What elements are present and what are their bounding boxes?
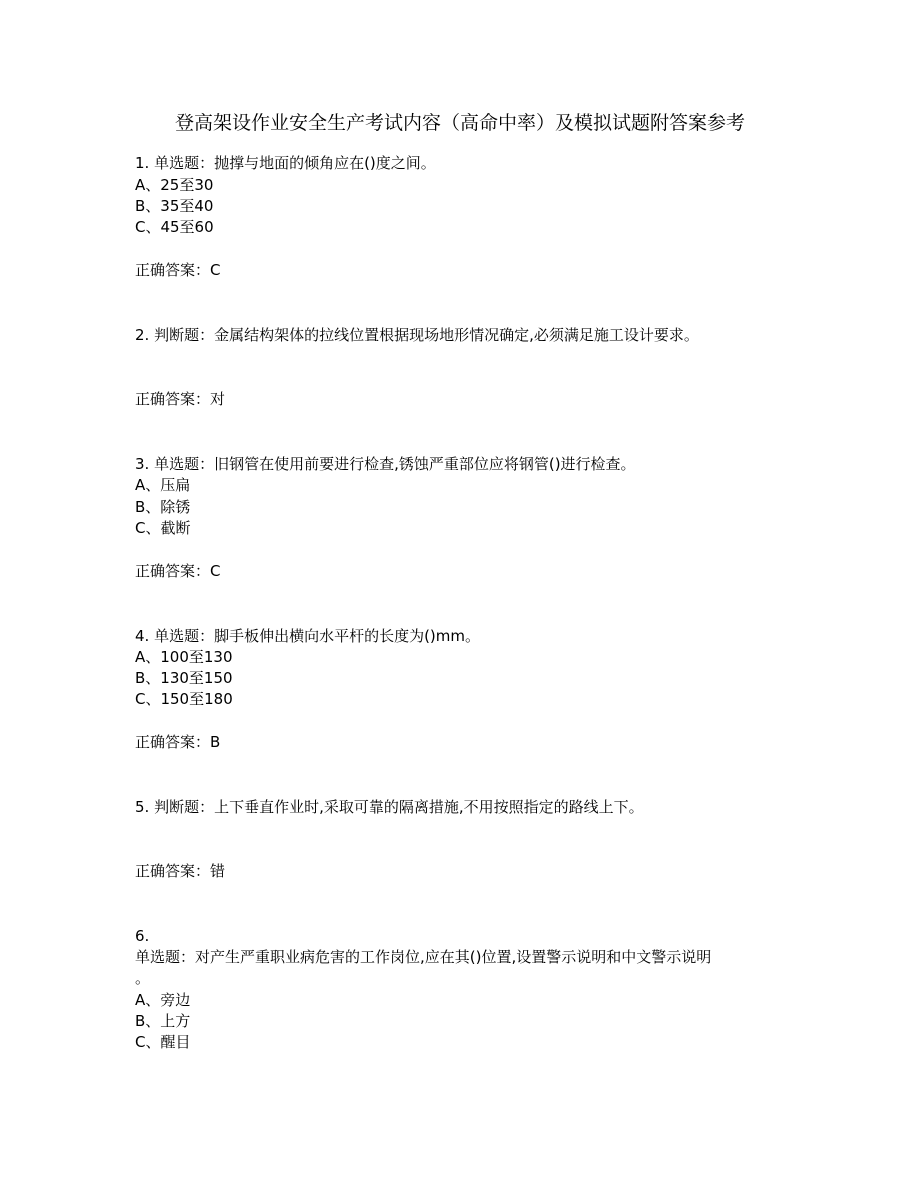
question-1-option-b: B、35至40 xyxy=(135,197,214,215)
question-6-stem-continuation: 。 xyxy=(135,969,151,987)
question-3-stem: 3. 单选题：旧钢管在使用前要进行检查,锈蚀严重部位应将钢管()进行检查。 xyxy=(135,455,636,473)
question-5-answer: 正确答案：错 xyxy=(135,862,226,880)
question-3-answer: 正确答案：C xyxy=(135,562,221,580)
question-6-option-c: C、醒目 xyxy=(135,1033,191,1051)
question-6-stem: 单选题：对产生严重职业病危害的工作岗位,应在其()位置,设置警示说明和中文警示说明 xyxy=(135,948,712,966)
question-3-option-b: B、除锈 xyxy=(135,498,191,516)
question-1-option-a: A、25至30 xyxy=(135,176,214,194)
question-5-stem: 5. 判断题：上下垂直作业时,采取可靠的隔离措施,不用按照指定的路线上下。 xyxy=(135,798,644,816)
question-4-option-a: A、100至130 xyxy=(135,648,233,666)
question-3-option-c: C、截断 xyxy=(135,519,191,537)
question-2-answer: 正确答案：对 xyxy=(135,390,226,408)
question-4-answer: 正确答案：B xyxy=(135,733,221,751)
document-title: 登高架设作业安全生产考试内容（高命中率）及模拟试题附答案参考 xyxy=(174,112,745,134)
question-1-answer: 正确答案：C xyxy=(135,261,221,279)
question-6-option-b: B、上方 xyxy=(135,1012,191,1030)
question-6-number: 6. xyxy=(135,927,150,945)
question-1-option-c: C、45至60 xyxy=(135,218,214,236)
question-1-stem: 1. 单选题：抛撑与地面的倾角应在()度之间。 xyxy=(135,154,436,172)
question-3-option-a: A、压扁 xyxy=(135,476,191,494)
question-4-option-b: B、130至150 xyxy=(135,669,233,687)
question-6-option-a: A、旁边 xyxy=(135,991,191,1009)
question-2-stem: 2. 判断题：金属结构架体的拉线位置根据现场地形情况确定,必须满足施工设计要求。 xyxy=(135,326,699,344)
question-4-stem: 4. 单选题：脚手板伸出横向水平杆的长度为()mm。 xyxy=(135,627,481,645)
question-4-option-c: C、150至180 xyxy=(135,690,233,708)
